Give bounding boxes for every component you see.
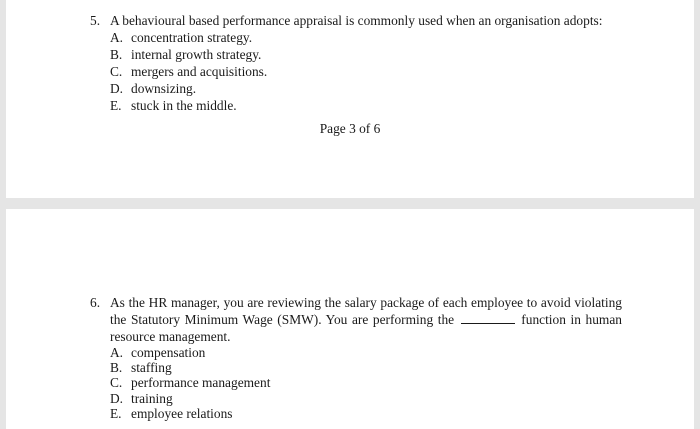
option-text: internal growth strategy. (131, 47, 262, 62)
fill-in-blank (461, 312, 515, 324)
page-number: Page 3 of 6 (319, 121, 381, 136)
option-text: stuck in the middle. (131, 98, 237, 113)
option-d (110, 391, 622, 406)
option-text: mergers and acquisitions. (131, 64, 268, 79)
option-letter: D. (110, 390, 124, 406)
exam-page-3 (6, 0, 694, 198)
question-number: 6. (90, 295, 101, 310)
option-letter: C. (110, 375, 123, 391)
option-letter: B. (110, 47, 123, 62)
option-letter: D. (110, 81, 124, 96)
answer-options (110, 29, 650, 114)
option-text: downsizing. (131, 81, 197, 96)
option-text: employee relations (131, 405, 233, 421)
option-letter: C. (110, 64, 123, 79)
option-text: concentration strategy. (131, 30, 253, 45)
option-e (110, 406, 622, 421)
option-text: performance management (131, 375, 271, 391)
option-c (110, 63, 650, 80)
option-letter: E. (110, 98, 122, 113)
option-b (110, 46, 650, 63)
option-a (110, 345, 622, 360)
option-a (110, 29, 650, 46)
question-text-end: in human resource management. (110, 312, 622, 344)
option-d (110, 80, 650, 97)
option-letter: A. (110, 345, 124, 360)
question-6 (90, 294, 622, 421)
option-letter: A. (110, 30, 124, 45)
option-text: compensation (131, 345, 206, 360)
exam-page-4 (6, 209, 694, 429)
option-text: staffing (131, 360, 172, 376)
option-letter: B. (110, 360, 123, 376)
option-e (110, 97, 650, 114)
option-b (110, 360, 622, 375)
option-c (110, 375, 622, 390)
option-letter: E. (110, 405, 122, 421)
question-text: A behavioural based performance appraisal is commonly used when an organisation adopts: (110, 13, 603, 28)
question-number: 5. (90, 13, 101, 28)
question-5 (90, 12, 650, 114)
answer-options (110, 345, 622, 421)
option-text: training (131, 390, 173, 406)
question-text-after: function (521, 312, 566, 327)
question-text-before: As the HR manager, you are reviewing the salary package of each employee to avoid violating the Statutory Minimum Wage (SMW). You are performing the (110, 295, 622, 327)
question-text (110, 294, 622, 345)
